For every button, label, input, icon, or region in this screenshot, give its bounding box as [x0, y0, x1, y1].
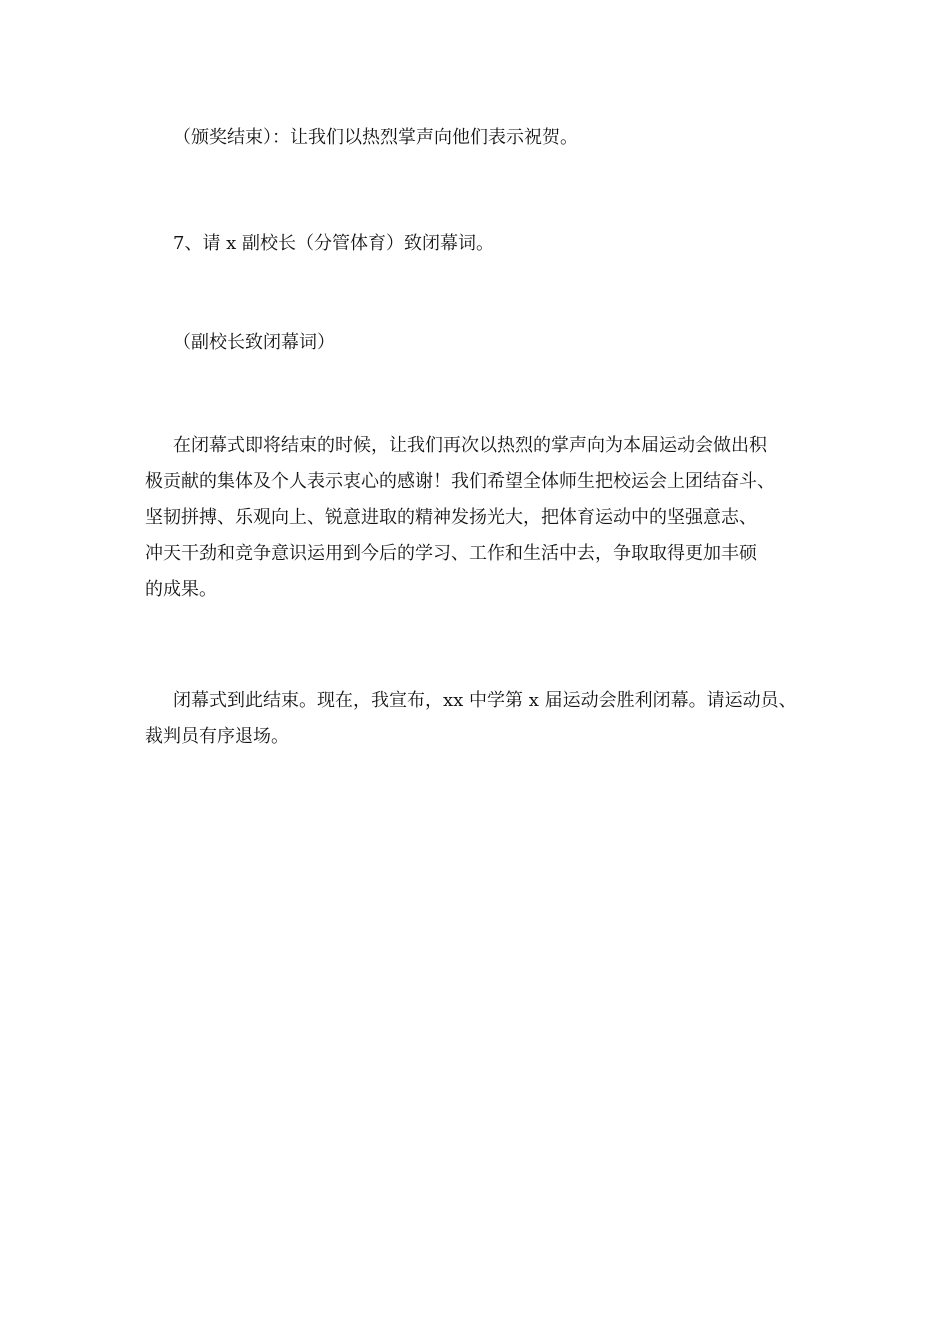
closing-declaration-paragraph	[145, 683, 825, 755]
paragraph-line: 冲天干劲和竞争意识运用到今后的学习、工作和生活中去，争取取得更加丰硕	[145, 543, 757, 564]
vice-principal-speech-note	[145, 325, 853, 361]
paragraph-line: 极贡献的集体及个人表示衷心的感谢！我们希望全体师生把校运会上团结奋斗、	[145, 471, 775, 492]
paragraph-line: 坚韧拼搏、乐观向上、锐意进取的精神发扬光大，把体育运动中的坚强意志、	[145, 507, 757, 528]
award-end-paragraph	[145, 120, 853, 156]
paragraph-line: 闭幕式到此结束。现在，我宣布，xx 中学第 x 届运动会胜利闭幕。请运动员、	[173, 690, 797, 711]
paragraph-line: 的成果。	[145, 579, 217, 600]
paragraph-line: 7、请 x 副校长（分管体育）致闭幕词。	[173, 233, 495, 254]
paragraph-line: 裁判员有序退场。	[145, 726, 289, 747]
thanks-paragraph	[145, 428, 825, 608]
paragraph-line: （颁奖结束）：让我们以热烈掌声向他们表示祝贺。	[173, 127, 578, 148]
closing-speech-invitation	[145, 226, 853, 262]
paragraph-line: 在闭幕式即将结束的时候，让我们再次以热烈的掌声向为本届运动会做出积	[173, 435, 767, 456]
paragraph-line: （副校长致闭幕词）	[173, 332, 335, 353]
